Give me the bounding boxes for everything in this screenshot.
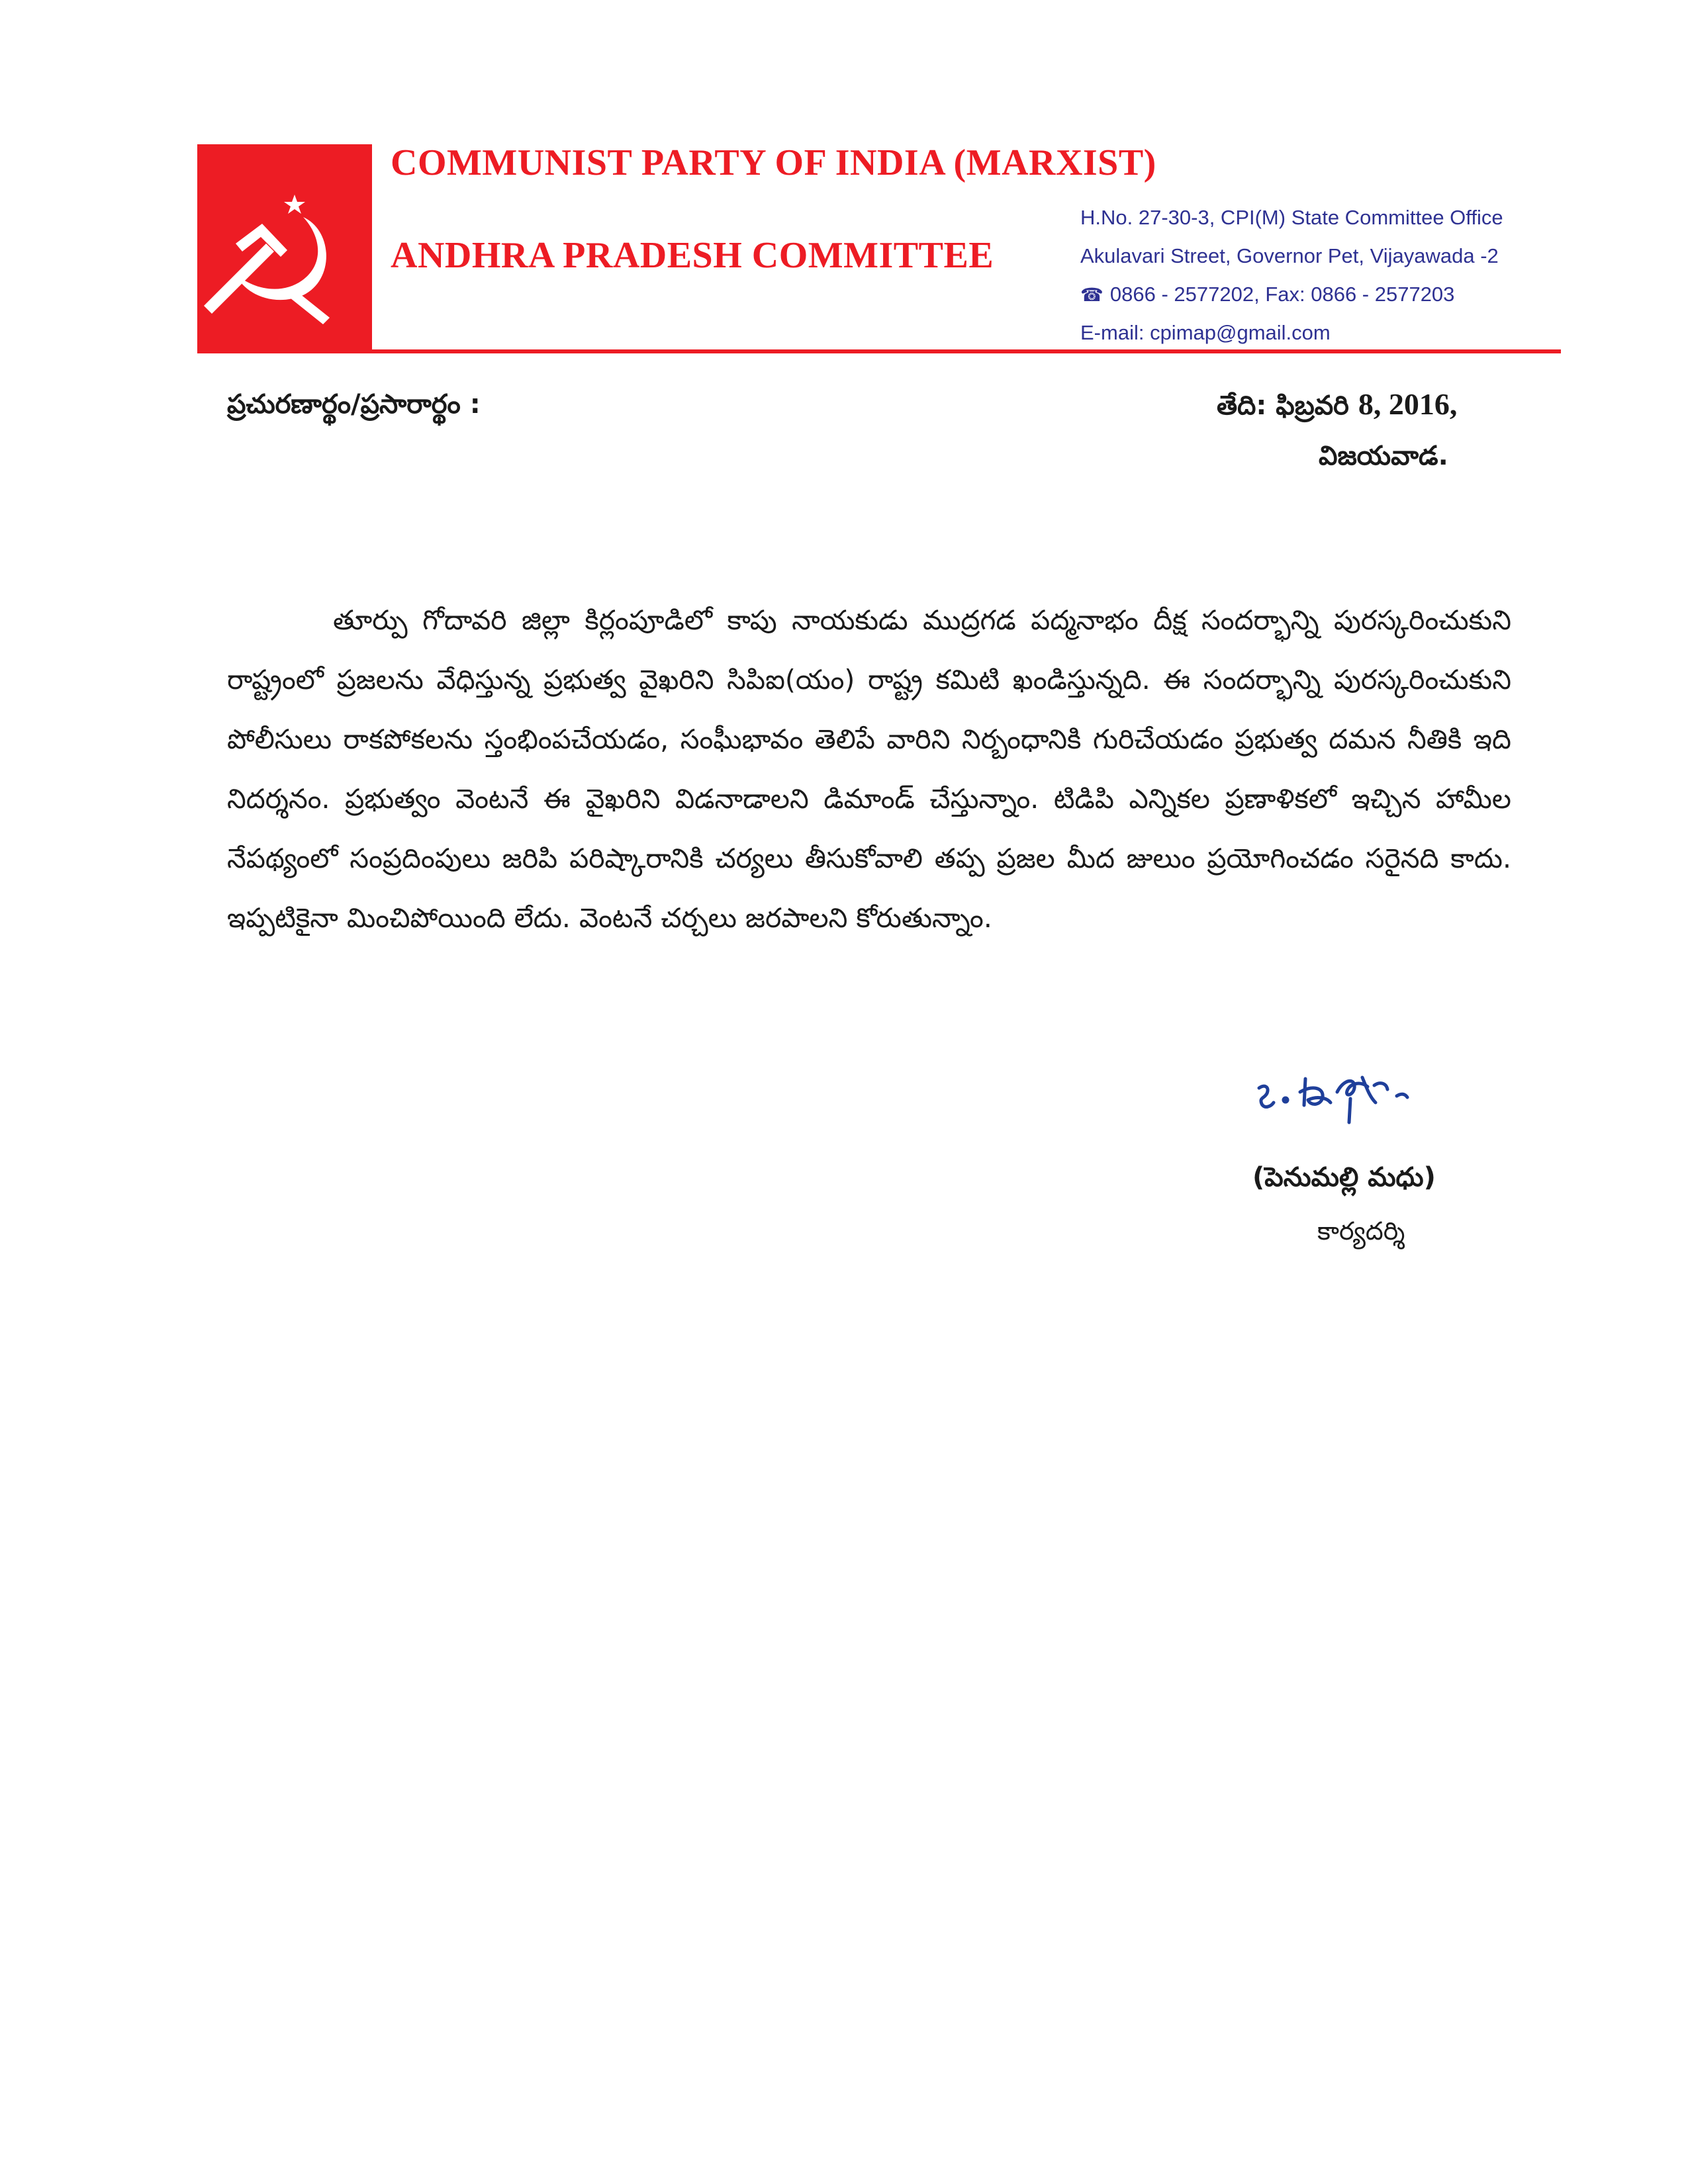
date-value: 8, 2016, [1358,387,1458,421]
date-prefix: తేది: ఫిబ్రవరి [1217,390,1349,421]
phone-line [1080,275,1503,314]
place: విజయవాడ. [1319,441,1448,471]
statement-paragraph: తూర్పు గోదావరి జిల్లా కిర్లంపూడిలో కాపు నాయకుడు ముద్రగడ పద్మనాభం దీక్ష సందర్భాన్ని పురస్కరించుకుని రాష్ట్రంలో ప్రజలను వేధిస్తున్న ప్రభుత్వ వైఖరిని సిపిఐ(యం) రాష్ట్ర కమిటి ఖండిస్తున్నది. ఈ సందర్భాన్ని పురస్కరించుకుని పోలీసులు రాకపోకలను స్తంభింపచేయడం, సంఘీభావం తెలిపే వారిని నిర్బంధానికి గురిచేయడం ప్రభుత్వ దమన నీతికి ఇది నిదర్శనం. ప్రభుత్వం వెంటనే ఈ వైఖరిని విడనాడాలని డిమాండ్ చేస్తున్నాం. టిడిపి ఎన్నికల ప్రణాళికలో ఇచ్చిన హామీల నేపథ్యంలో సంప్రదింపులు జరిపి పరిష్కారానికి చర్యలు తీసుకోవాలి తప్ప ప్రజల మీద జులుం ప్రయోగించడం సరైనది కాదు. ఇప్పటికైనా మించిపోయింది లేదు. వెంటనే చర్చలు జరపాలని కోరుతున్నాం. [227,604,1511,934]
signer-title: కార్యదర్శి [1317,1216,1405,1246]
phone-numbers: 0866 - 2577202, Fax: 0866 - 2577203 [1109,283,1455,306]
email-line: E-mail: cpimap@gmail.com [1080,321,1331,344]
signer-name: (పెనుమల్లి మధు) [1252,1162,1436,1193]
publish-label: ప్రచురణార్థం/ప్రసారార్థం : [227,389,481,420]
phone-icon: ☎ [1080,285,1103,305]
address-line-1: H.No. 27-30-3, CPI(M) State Committee Office [1080,206,1503,229]
signature-image [1244,1059,1483,1152]
party-logo [197,144,372,353]
hammer-sickle-star-icon [197,144,372,353]
address-line-2: Akulavari Street, Governor Pet, Vijayawada -2 [1080,244,1499,267]
date-line [1217,387,1457,428]
org-name: COMMUNIST PARTY OF INDIA (MARXIST) [391,142,1156,183]
committee-name: ANDHRA PRADESH COMMITTEE [391,235,994,276]
contact-block [1080,199,1503,352]
